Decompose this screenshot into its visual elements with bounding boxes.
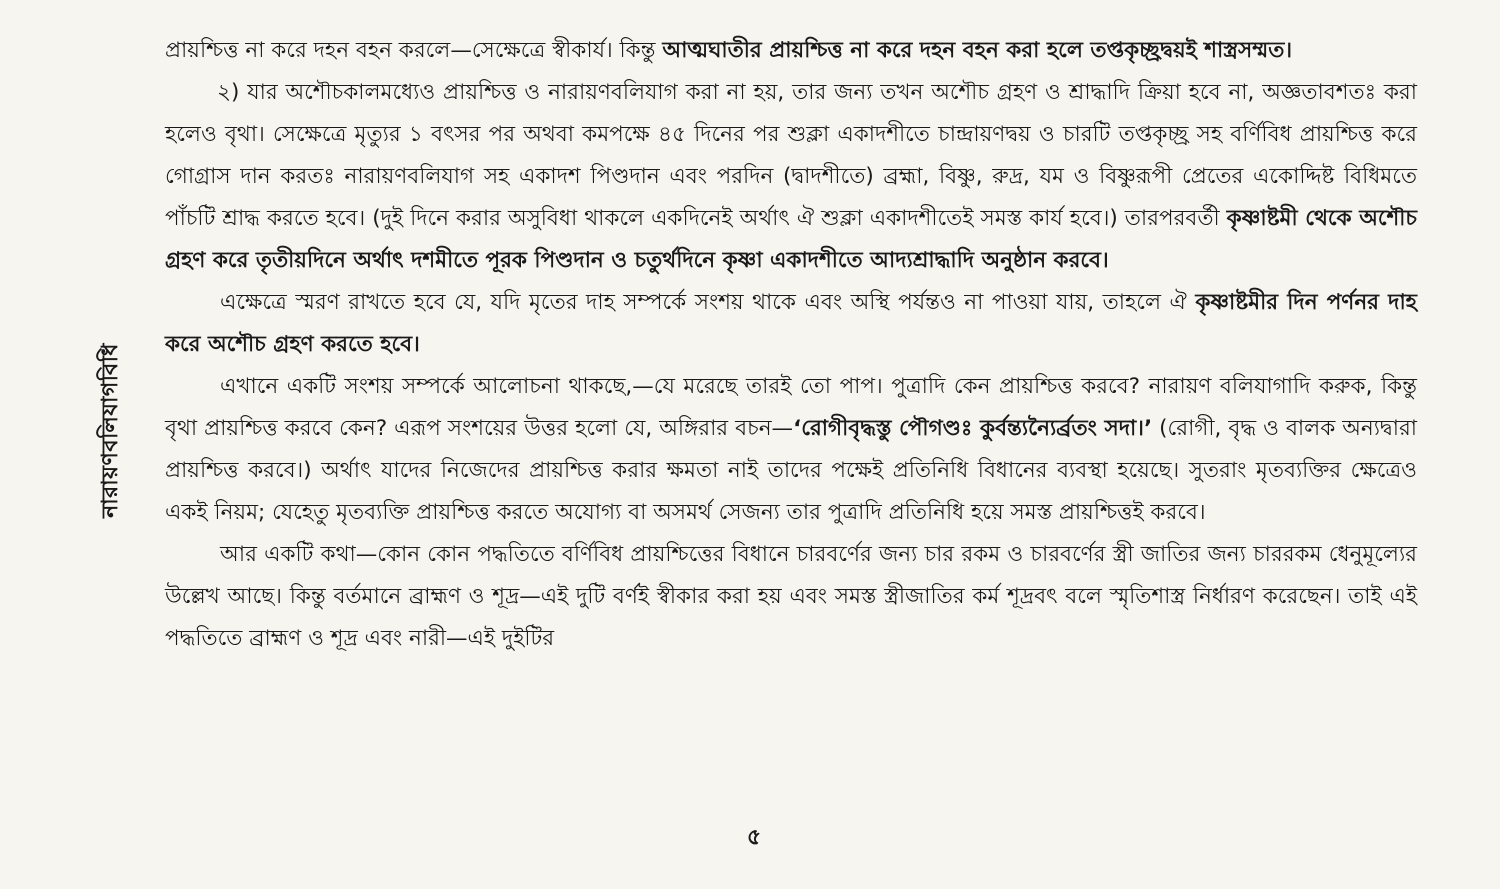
paragraph-4-quote: ‘রোগীবৃদ্ধস্তু পৌগণ্ডঃ কুর্বন্ত্যন্যৈর্ব্রতং সদা।’	[793, 416, 1153, 441]
paragraph-5	[165, 534, 1417, 660]
page-number-text: ৫	[746, 825, 762, 850]
paragraph-2-text: ২) যার অশৌচকালমধ্যেও প্রায়শ্চিত্ত ও নারায়ণবলিযাগ করা না হয়, তার জন্য তখন অশৌচ গ্রহণ ও শ্রাদ্ধাদি ক্রিয়া হবে না, অজ্ঞতাবশতঃ করা হলেও বৃথা। সেক্ষেত্রে মৃত্যুর ১ বৎসর পর অথবা কমপক্ষে ৪৫ দিনের পর শুক্লা একাদশীতে চান্দ্রায়ণদ্বয় ও চারটি তপ্তকৃচ্ছ্র সহ বর্ণিবিধ প্রায়শ্চিত্ত করে গোগ্রাস দান করতঃ নারায়ণবলিযাগ সহ একাদশ পিণ্ডদান এবং পরদিন (দ্বাদশীতে) ব্রহ্মা, বিষ্ণু, রুদ্র, যম ও বিষ্ণুরূপী প্রেতের একোদ্দিষ্ট বিধিমতে পাঁচটি শ্রাদ্ধ করতে হবে। (দুই দিনে করার অসুবিধা থাকলে একদিনেই অর্থাৎ ঐ শুক্লা একাদশীতেই সমস্ত কার্য হবে।) তারপরবর্তী	[165, 80, 1417, 231]
paragraph-2-bold: কৃষ্ণাষ্টমী থেকে অশৌচ গ্রহণ করে তৃতীয়দিনে অর্থাৎ দশমীতে পূরক পিণ্ডদান ও চতুর্থদিনে কৃষ্ণা একাদশীতে আদ্যশ্রাদ্ধাদি অনুষ্ঠান করবে।	[165, 206, 1417, 273]
page-number	[0, 820, 1500, 857]
body-text	[165, 30, 1417, 660]
paragraph-1-text: প্রায়শ্চিত্ত না করে দহন বহন করলে—সেক্ষেত্রে স্বীকার্য। কিন্তু	[165, 38, 663, 63]
paragraph-4-text-2: (রোগী, বৃদ্ধ ও বালক অন্যদ্বারা প্রায়শ্চিত্ত করবে।) অর্থাৎ যাদের নিজেদের প্রায়শ্চিত্ত করার ক্ষমতা নাই তাদের পক্ষেই প্রতিনিধি বিধানের ব্যবস্থা হয়েছে। সুতরাং মৃতব্যক্তির ক্ষেত্রেও একই নিয়ম; যেহেতু মৃতব্যক্তি প্রায়শ্চিত্ত করতে অযোগ্য বা অসমর্থ সেজন্য তার পুত্রাদি প্রতিনিধি হয়ে সমস্ত প্রায়শ্চিত্তই করবে।	[165, 416, 1418, 525]
paragraph-4	[165, 366, 1417, 534]
paragraph-3	[165, 282, 1417, 366]
paragraph-3-text: এক্ষেত্রে স্মরণ রাখতে হবে যে, যদি মৃতের দাহ সম্পর্কে সংশয় থাকে এবং অস্থি পর্যন্তও না পাওয়া যায়, তাহলে ঐ	[220, 290, 1196, 315]
paragraph-1-bold: আত্মঘাতীর প্রায়শ্চিত্ত না করে দহন বহন করা হলে তপ্তকৃচ্ছ্রদ্বয়ই শাস্ত্রসম্মত।	[662, 38, 1293, 63]
running-header	[76, 300, 146, 560]
paragraph-1	[165, 30, 1417, 72]
paragraph-3-bold: কৃষ্ণাষ্টমীর দিন পর্ণনর দাহ করে অশৌচ গ্রহণ করতে হবে।	[165, 290, 1417, 357]
paragraph-4-text: এখানে একটি সংশয় সম্পর্কে আলোচনা থাকছে,—যে মরেছে তারই তো পাপ। পুত্রাদি কেন প্রায়শ্চিত্ত করবে? নারায়ণ বলিযাগাদি করুক, কিন্তু বৃথা প্রায়শ্চিত্ত করবে কেন? এরূপ সংশয়ের উত্তর হলো যে, অঙ্গিরার বচন—	[165, 374, 1417, 441]
paragraph-5-text: আর একটি কথা—কোন কোন পদ্ধতিতে বর্ণিবিধ প্রায়শ্চিত্তের বিধানে চারবর্ণের জন্য চার রকম ও চারবর্ণের স্ত্রী জাতির জন্য চাররকম ধেনুমূল্যের উল্লেখ আছে। কিন্তু বর্তমানে ব্রাহ্মণ ও শূদ্র—এই দুটি বর্ণই স্বীকার করা হয় এবং সমস্ত স্ত্রীজাতির কর্ম শূদ্রবৎ বলে স্মৃতিশাস্ত্র নির্ধারণ করেছেন। তাই এই পদ্ধতিতে ব্রাহ্মণ ও শূদ্র এবং নারী—এই দুইটির	[165, 542, 1417, 651]
running-header-text: নারায়ণবলিযাগবিধি	[97, 342, 123, 518]
paragraph-2	[165, 72, 1417, 282]
